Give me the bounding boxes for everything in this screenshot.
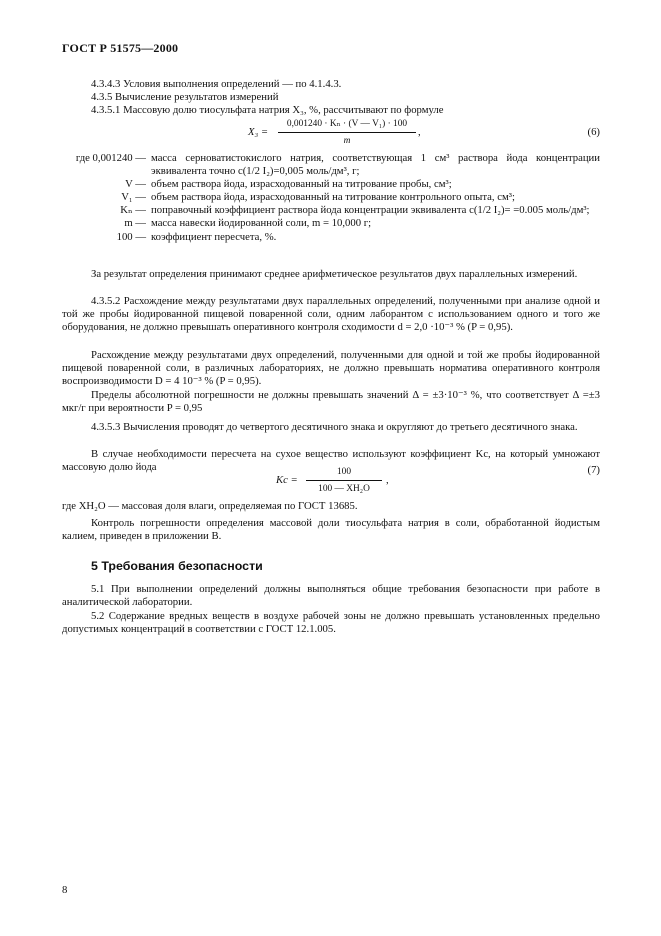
formula-6-number: (6) (587, 126, 600, 138)
legend-description: коэффициент пересчета, %. (151, 230, 277, 243)
paragraph-4-3-5-2 (62, 295, 600, 334)
paragraph-limits-text: Пределы абсолютной погрешности не должны превышать значений Δ = ±3·10⁻³ %, что соответствует Δ =±3 мкг/г при вероятности P = 0,95 (62, 389, 600, 415)
formula-6-legend (62, 152, 600, 244)
legend-description: масса навески йодированной соли, m = 10,000 г; (151, 217, 372, 230)
legend-row (62, 152, 600, 178)
legend-description: поправочный коэффициент раствора йода концентрации эквивалента c(1/2 I₂)= =0.005 моль/дм³; (151, 204, 590, 217)
legend-symbol: где 0,001240 — (75, 152, 146, 164)
legend-symbol: 100 — (116, 230, 146, 243)
paragraph-reproducibility-text: Расхождение между результатами двух определений, полученными для одной и той же пробы йодированной пищевой поваренной соли, в различных лабораториях, не должно превышать норматива оперативного контроля воспроизводимости D = 4 10⁻³ % (P = 0,95). (62, 349, 600, 388)
formula-6-lhs: X₃ = (248, 126, 269, 138)
legend-symbol: m — (124, 217, 146, 230)
formula-6-denominator: m (343, 136, 351, 147)
legend-symbol: Kₙ — (120, 204, 146, 217)
formula-7-lhs: Kc = (276, 474, 298, 486)
legend-row (62, 217, 600, 230)
formula-6-numerator: 0,001240 · Kₙ · (V — V₁) · 100 (278, 118, 416, 133)
clause-4-3-5: 4.3.5 Вычисление результатов измерений (91, 91, 279, 103)
paragraph-result-text: За результат определения принимают среднее арифметическое результатов двух параллельных измерений. (91, 268, 578, 280)
section-5-title: 5 Требования безопасности (91, 559, 263, 573)
paragraph-dry-basis-text: В случае необходимости пересчета на сухое вещество используют коэффициент Kc, на который умножают массовую долю йода (62, 448, 600, 474)
paragraph-result (62, 268, 600, 281)
paragraph-5-1-text: 5.1 При выполнении определений должны выполняться общие требования безопасности при работе в аналитической лаборатории. (62, 583, 600, 609)
paragraph-5-2-text: 5.2 Содержание вредных веществ в воздухе рабочей зоны не должно превышать установленных предельно допустимых концентраций в соответствии с ГОСТ 12.1.005. (62, 610, 600, 636)
paragraph-5-2 (62, 610, 600, 636)
legend-row (62, 191, 600, 204)
paragraph-where-7-text: где XH₂O — массовая доля влаги, определяемая по ГОСТ 13685. (62, 500, 358, 512)
formula-7 (62, 464, 600, 494)
formula-6 (62, 118, 600, 148)
formula-7-fraction (306, 466, 382, 496)
clause-4-3-5-1: 4.3.5.1 Массовую долю тиосульфата натрия X₃, %, рассчитывают по формуле (91, 104, 444, 116)
paragraph-control-text: Контроль погрешности определения массовой доли тиосульфата натрия в соли, обработанной йодистым калием, приведен в приложении В. (62, 517, 600, 543)
paragraph-where-7 (62, 500, 600, 513)
legend-description: масса серноватистокислого натрия, соответствующая 1 см³ раствора йода концентрации эквивалента точно c(1/2 I₂)=0,005 моль/дм³, г; (151, 152, 600, 178)
legend-symbol: V₁ — (121, 191, 146, 204)
paragraph-limits (62, 389, 600, 415)
paragraph-control (62, 517, 600, 543)
legend-description: объем раствора йода, израсходованный на титрование пробы, см³; (151, 178, 452, 191)
legend-symbol: V — (125, 178, 146, 191)
paragraph-4-3-5-3-text: 4.3.5.3 Вычисления проводят до четвертого десятичного знака и округляют до третьего десятичного знака. (91, 421, 578, 433)
formula-7-number: (7) (587, 464, 600, 476)
document-header: ГОСТ Р 51575—2000 (62, 41, 179, 55)
legend-row (62, 178, 600, 191)
paragraph-5-1 (62, 583, 600, 609)
formula-7-numerator: 100 (306, 466, 382, 481)
paragraph-4-3-5-3 (62, 421, 600, 434)
paragraph-reproducibility (62, 349, 600, 388)
paragraph-4-3-5-2-text: 4.3.5.2 Расхождение между результатами двух параллельных определений, полученными при анализе одной и той же пробы йодированной пищевой поваренной соли, одним лаборантом с использованием одного и того же оборудования, не должно превышать оперативного контроля сходимости d = 2,0 ·10⁻³ % (P = 0,95). (62, 295, 600, 334)
legend-row (62, 204, 600, 217)
page-number: 8 (62, 884, 68, 896)
formula-7-denominator: 100 — XH₂O (318, 484, 370, 495)
formula-7-comma: , (386, 474, 389, 486)
clause-4-3-4-3: 4.3.4.3 Условия выполнения определений — по 4.1.4.3. (91, 78, 342, 90)
legend-row (62, 231, 600, 244)
formula-6-comma: , (418, 126, 421, 138)
formula-6-fraction (278, 118, 416, 148)
legend-description: объем раствора йода, израсходованный на титрование контрольного опыта, см³; (151, 191, 515, 204)
